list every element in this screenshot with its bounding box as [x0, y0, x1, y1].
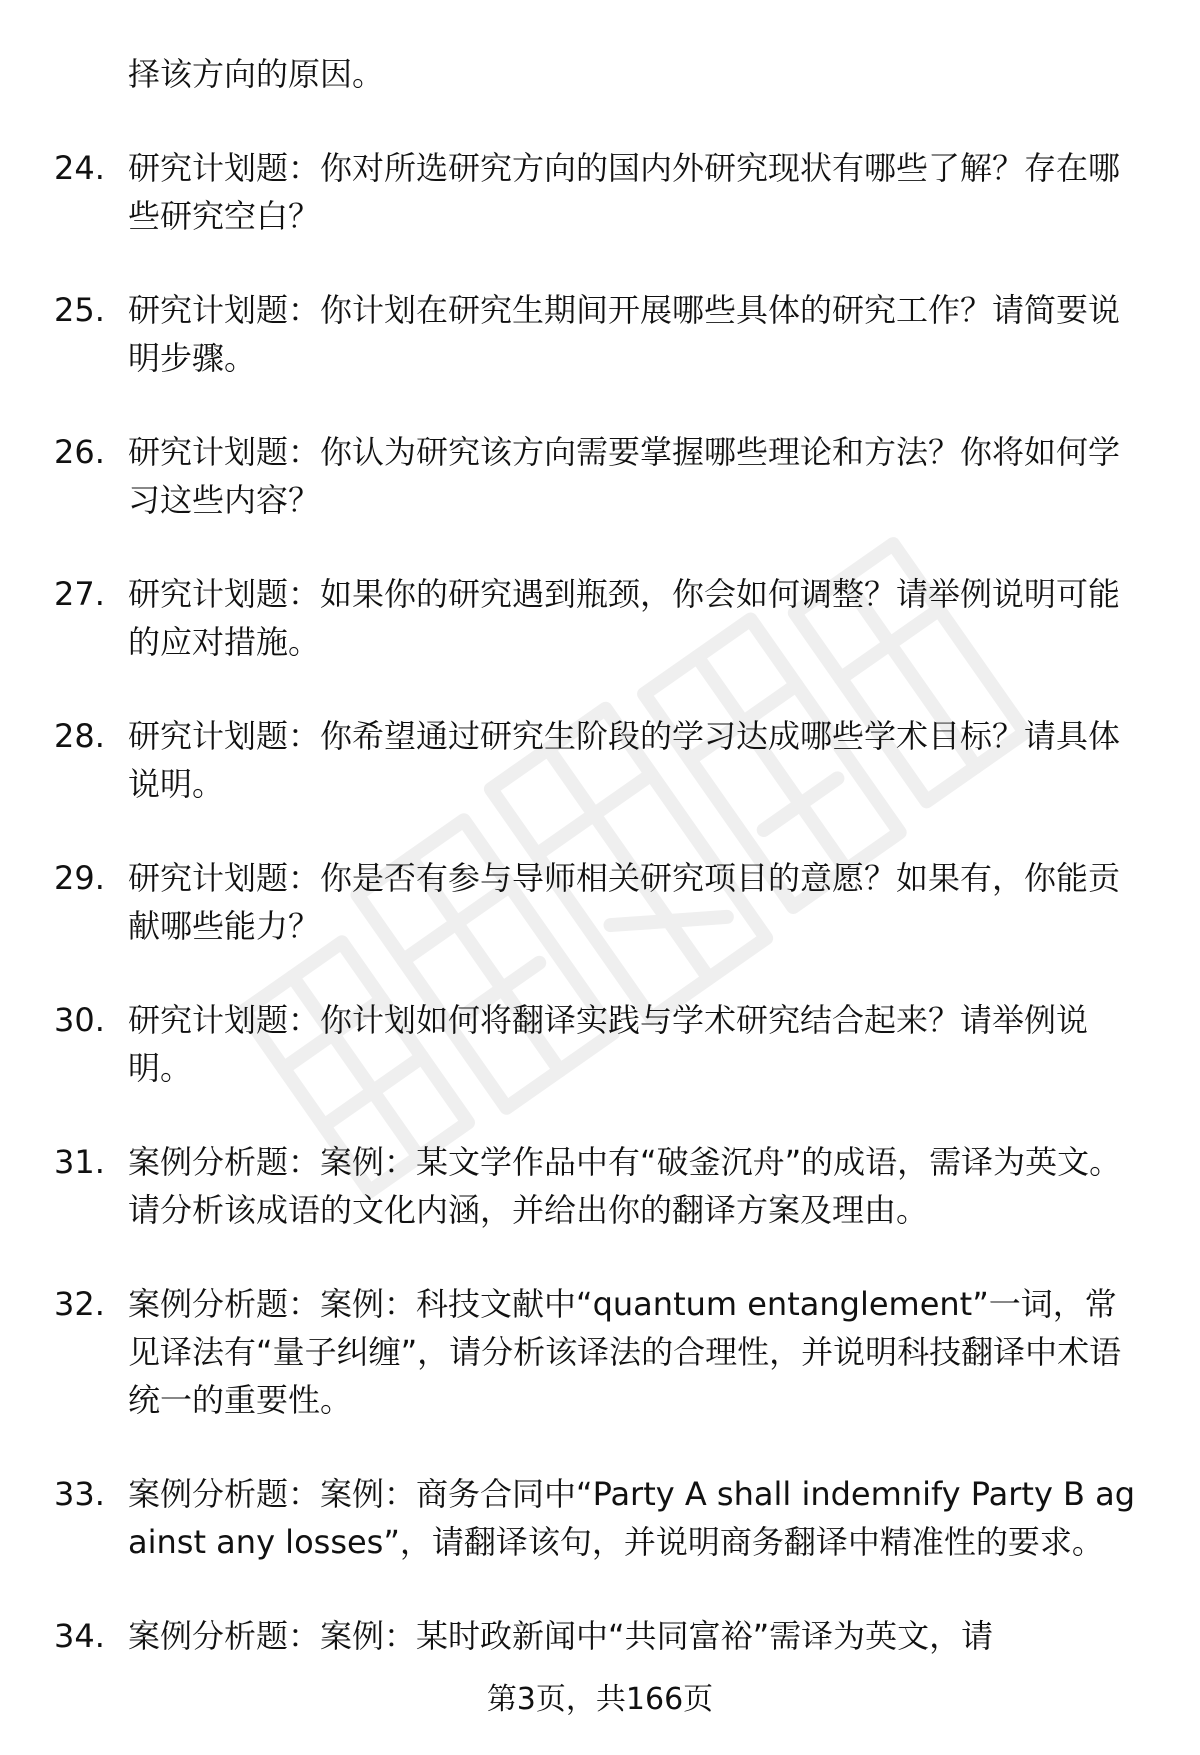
continuation-text: 择该方向的原因。 [128, 55, 385, 93]
item-text: 研究计划题：你认为研究该方向需要掌握哪些理论和方法？你将如何学习这些内容？ [128, 433, 1121, 519]
item-number: 27. [54, 575, 105, 613]
item-text: 研究计划题：你对所选研究方向的国内外研究现状有哪些了解？存在哪些研究空白？ [128, 149, 1121, 235]
page-footer: 第3页，共166页 [486, 1682, 714, 1717]
list-item [0, 1280, 1200, 1424]
item-text: 案例分析题：案例：某时政新闻中“共同富裕”需译为英文，请 [128, 1617, 994, 1655]
item-text: 研究计划题：你希望通过研究生阶段的学习达成哪些学术目标？请具体说明。 [128, 717, 1121, 803]
item-number: 33. [54, 1475, 105, 1513]
item-text: 案例分析题：案例：科技文献中“quantum entanglement”一词，常见译法有“量子纠缠”，请分析该译法的合理性，并说明科技翻译中术语统一的重要性。 [128, 1285, 1122, 1419]
item-number: 34. [54, 1617, 105, 1655]
question-list [0, 50, 1200, 1660]
list-item [0, 854, 1200, 950]
item-number: 24. [54, 149, 105, 187]
item-number: 31. [54, 1143, 105, 1181]
list-item [0, 428, 1200, 524]
item-number: 32. [54, 1285, 105, 1323]
list-item [0, 570, 1200, 666]
list-item [0, 1470, 1200, 1566]
item-number: 25. [54, 291, 105, 329]
item-text: 研究计划题：你是否有参与导师相关研究项目的意愿？如果有，你能贡献哪些能力？ [128, 859, 1121, 945]
list-item [0, 1612, 1200, 1660]
item-text: 研究计划题：你计划在研究生期间开展哪些具体的研究工作？请简要说明步骤。 [128, 291, 1121, 377]
item-text: 案例分析题：案例：商务合同中“Party A shall indemnify Party B against any losses”，请翻译该句，并说明商务翻译中精准性的要求。 [128, 1475, 1136, 1561]
item-number: 30. [54, 1001, 105, 1039]
list-item [0, 712, 1200, 808]
item-text: 研究计划题：你计划如何将翻译实践与学术研究结合起来？请举例说明。 [128, 1001, 1089, 1087]
list-item [0, 286, 1200, 382]
list-item [0, 144, 1200, 240]
list-item [0, 996, 1200, 1092]
item-text: 案例分析题：案例：某文学作品中有“破釜沉舟”的成语，需译为英文。请分析该成语的文化内涵，并给出你的翻译方案及理由。 [128, 1143, 1122, 1229]
item-number: 26. [54, 433, 105, 471]
list-item [0, 1138, 1200, 1234]
item-text: 研究计划题：如果你的研究遇到瓶颈，你会如何调整？请举例说明可能的应对措施。 [128, 575, 1121, 661]
item-number: 28. [54, 717, 105, 755]
item-number: 29. [54, 859, 105, 897]
